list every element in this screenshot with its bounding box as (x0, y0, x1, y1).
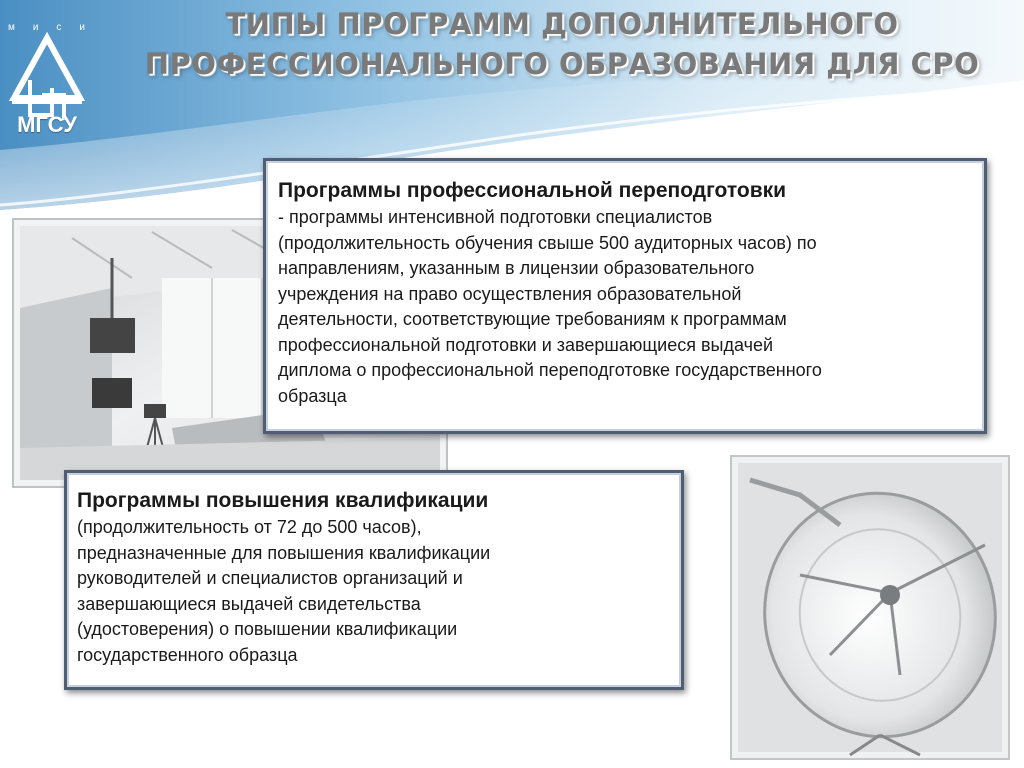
retraining-programs-box (263, 158, 987, 434)
retraining-line: - программы интенсивной подготовки специалистов (278, 207, 713, 227)
logo-letter: и (32, 22, 40, 33)
qualification-line: государственного образца (77, 644, 298, 665)
retraining-line: образца (278, 385, 347, 406)
logo-letter: м (8, 22, 16, 33)
title-line-2: ПРОФЕССИОНАЛЬНОГО ОБРАЗОВАНИЯ ДЛЯ СРО (144, 47, 980, 81)
retraining-heading: Программы профессиональной переподготовки (278, 179, 787, 202)
retraining-line: деятельности, соответствующие требованиям к программам (278, 309, 787, 329)
logo-letters (8, 22, 86, 33)
logo-letter: с (56, 22, 63, 33)
retraining-description (278, 205, 972, 409)
qualification-programs-box (64, 470, 684, 690)
slide-title (92, 4, 1024, 84)
retraining-line: (продолжительность обучения свыше 500 аудиторных часов) по (278, 232, 817, 253)
title-line-1: ТИПЫ ПРОГРАММ ДОПОЛНИТЕЛЬНОГО (225, 7, 899, 41)
qualification-line: завершающиеся выдачей свидетельства (77, 593, 421, 614)
logo-letter: и (79, 22, 86, 33)
retraining-line: диплома о профессиональной переподготовке государственного (278, 360, 822, 380)
logo-label: МГСУ (17, 112, 77, 137)
qualification-heading: Программы повышения квалификации (77, 489, 489, 512)
qualification-description (77, 515, 669, 668)
qualification-line: (удостоверения) о повышении квалификации (77, 619, 458, 639)
satellite-dish-photo (730, 455, 1010, 760)
retraining-line: учреждения на право осуществления образовательной (278, 283, 742, 304)
retraining-line: направлениям, указанным в лицензии образовательного (278, 258, 755, 278)
qualification-line: (продолжительность от 72 до 500 часов), (77, 517, 422, 537)
retraining-line: профессиональной подготовки и завершающиеся выдачей (278, 334, 774, 355)
qualification-line: руководителей и специалистов организаций и (77, 568, 463, 588)
qualification-line: предназначенные для повышения квалификации (77, 542, 491, 563)
